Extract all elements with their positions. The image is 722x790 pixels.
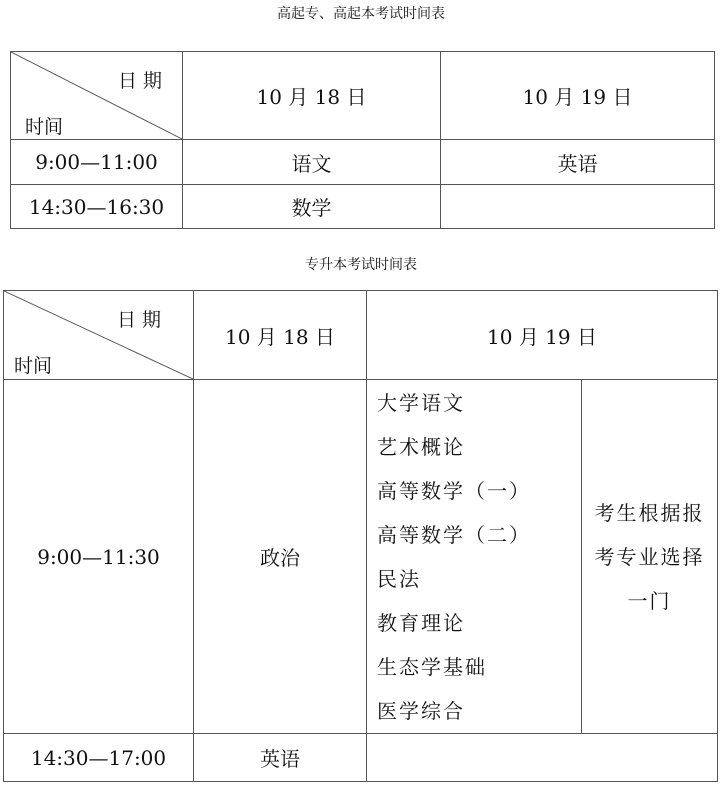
exam-table-2 [3,290,718,782]
table1-header-corner [11,52,183,140]
table2-day2-header: 10 月 19 日 [367,291,718,380]
exam-table-1 [10,51,715,229]
subject-item: 生态学基础 [377,654,487,679]
table2-day1-header: 10 月 18 日 [194,291,367,380]
table1-caption: 高起专、高起本考试时间表 [277,6,445,22]
table1-row2-day2 [441,185,715,229]
table1-row1-time: 9:00—11:00 [11,140,183,185]
table1-day2-header: 10 月 19 日 [441,52,715,140]
table2-row1-day1: 政治 [194,380,367,734]
subject-item: 艺术概论 [377,434,465,459]
table1-day1-header: 10 月 18 日 [183,52,441,140]
subject-item: 医学综合 [377,698,465,723]
note-line: 考生根据报 [594,500,705,525]
header-date-label: 日期 [116,309,167,331]
table2-row1-time: 9:00—11:30 [4,380,194,734]
subject-item: 教育理论 [377,610,465,635]
subject-item: 高等数学（一） [377,478,531,503]
table1-row2-time: 14:30—16:30 [11,185,183,229]
table1-row1-day2: 英语 [441,140,715,185]
subject-item: 民法 [377,566,421,591]
header-date-label: 日期 [117,70,168,92]
subject-item: 高等数学（二） [377,522,531,547]
table2-row2-day2 [367,734,718,782]
table2-selection-note [582,380,718,734]
table1-row1-day1: 语文 [183,140,441,185]
table1-row2-day1: 数学 [183,185,441,229]
subject-item: 大学语文 [377,390,465,415]
table2-row2-time: 14:30—17:00 [4,734,194,782]
header-time-label: 时间 [14,355,53,377]
header-time-label: 时间 [25,116,64,138]
note-line: 一门 [627,588,672,613]
note-line: 考专业选择 [594,544,705,569]
table2-row2-day1: 英语 [194,734,367,782]
table2-subject-list [367,380,582,734]
table2-header-corner [4,291,194,380]
table2-caption: 专升本考试时间表 [305,257,417,273]
